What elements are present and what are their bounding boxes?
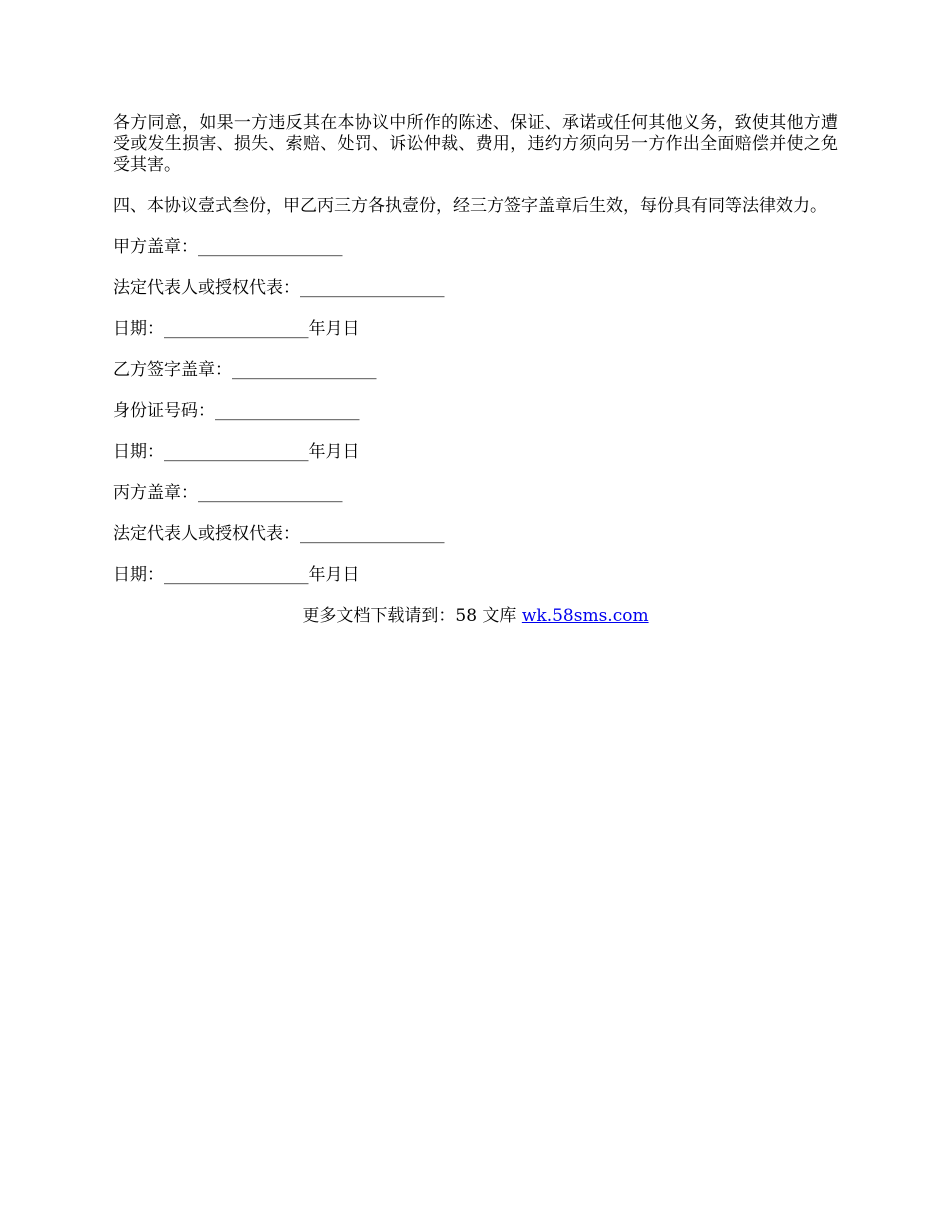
indemnity-clause: 各方同意，如果一方违反其在本协议中所作的陈述、保证、承诺或任何其他义务，致使其他方遭受或发生损害、损失、索赔、处罚、诉讼仲裁、费用，违约方须向另一方作出全面赔偿并使之免受其害。 [113,113,838,175]
clause-four: 四、本协议壹式叁份，甲乙丙三方各执壹份，经三方签字盖章后生效，每份具有同等法律效力。 [113,196,827,216]
party-a-date-line: 日期：_________________年月日 [113,319,360,339]
footer-link[interactable]: wk.58sms.com [521,606,649,626]
download-footer [113,606,838,627]
party-c-seal-line: 丙方盖章：_________________ [113,483,343,503]
party-b-seal-line: 乙方签字盖章：_________________ [113,360,377,380]
party-c-date-line: 日期：_________________年月日 [113,565,360,585]
party-b-id-line: 身份证号码：_________________ [113,401,360,421]
party-a-representative-line: 法定代表人或授权代表：_________________ [113,278,445,298]
document-page [113,113,838,627]
party-c-representative-line: 法定代表人或授权代表：_________________ [113,524,445,544]
party-a-seal-line: 甲方盖章：_________________ [113,237,343,257]
party-b-date-line: 日期：_________________年月日 [113,442,360,462]
footer-text: 更多文档下载请到：58 文库 [302,606,522,626]
